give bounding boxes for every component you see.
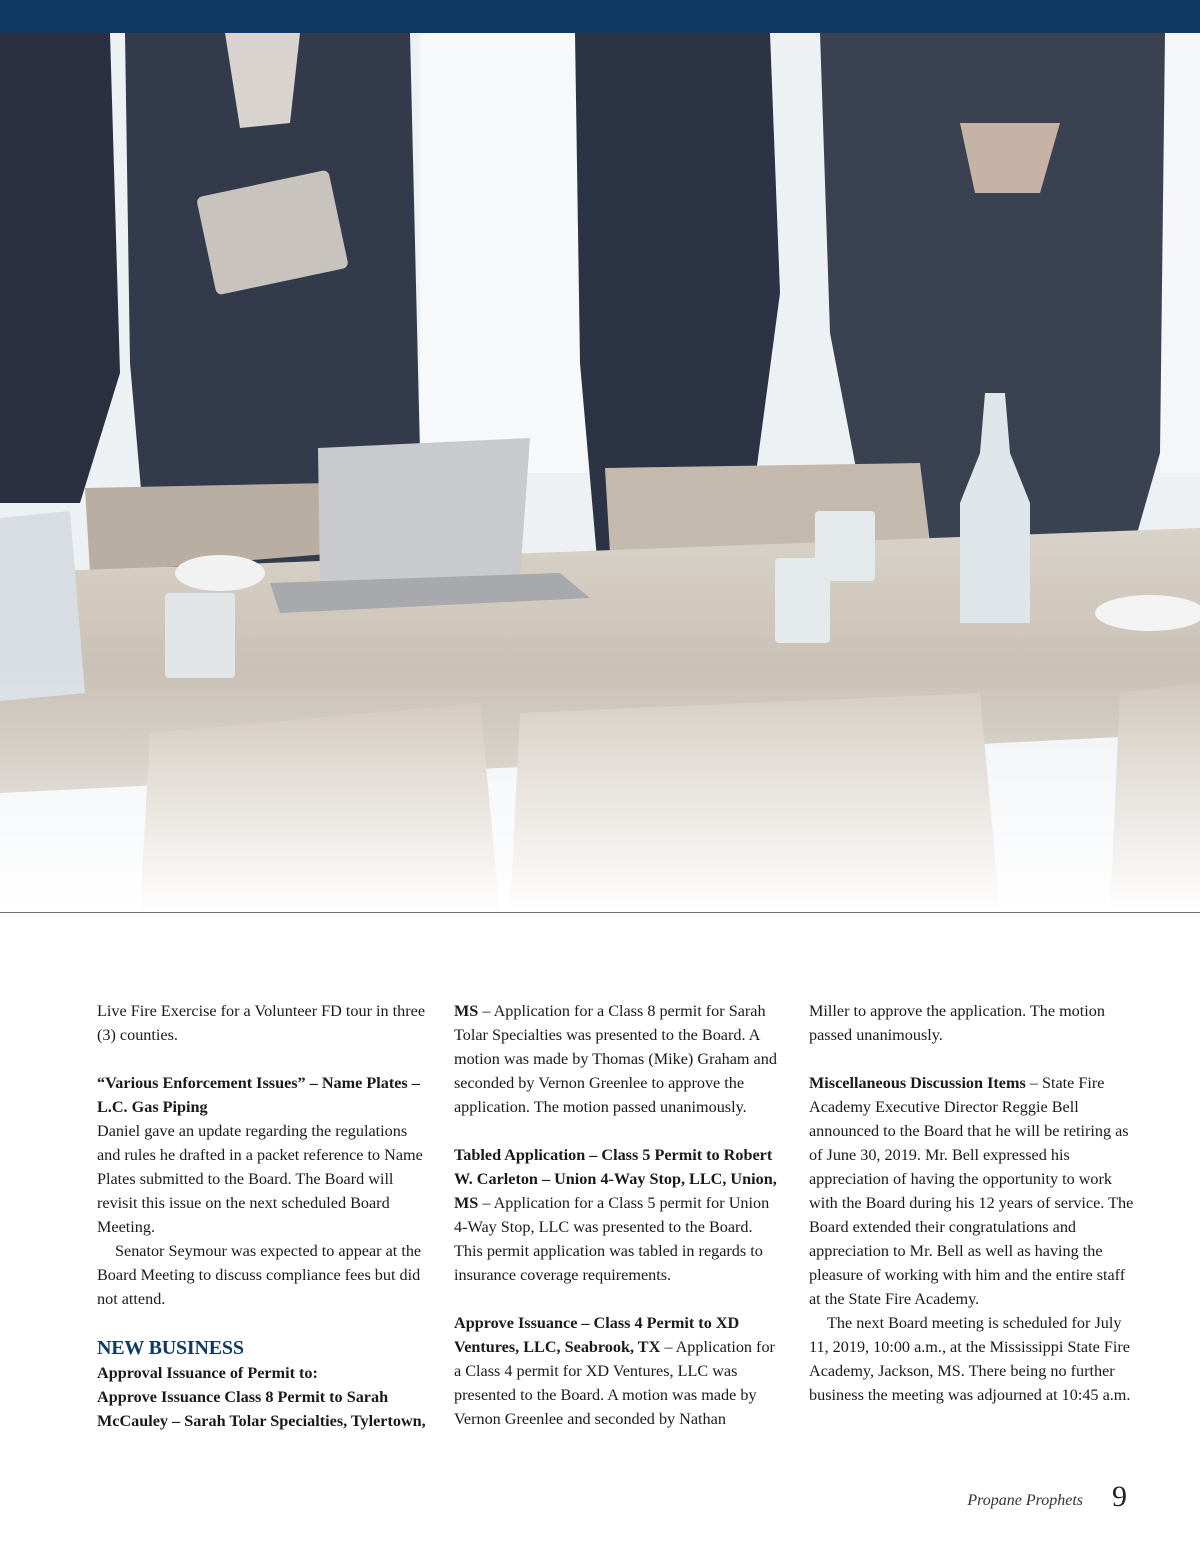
paragraph: Miscellaneous Discussion Items – State Fire Academy Executive Director Reggie Bell announced to the Board that he will be retiring as of June 30, 2019. Mr. Bell expressed his appreciation of having the opportunity to work with the Board during his 12 years of service. The Board extended their congratulations and appreciation to Mr. Bell as well as having the pleasure of working with him and the entire staff at the State Fire Academy. [809,1074,1134,1308]
subheading-class-8: Approve Issuance Class 8 Permit to Sarah McCauley – Sarah Tolar Specialties, Tylertown, [97,1388,426,1430]
column-3 [809,999,1139,1407]
paragraph: Daniel gave an update regarding the regulations and rules he drafted in a packet reference to Name Plates submitted to the Board. The Board will revisit this issue on the next scheduled Board Meeting. [97,1122,423,1236]
paragraph: Live Fire Exercise for a Volunteer FD tour in three (3) counties. [97,1002,426,1044]
top-color-bar [0,0,1200,33]
paragraph: MS – Application for a Class 8 permit for Sarah Tolar Specialties was presented to the Board. A motion was made by Thomas (Mike) Graham and seconded by Vernon Greenlee to approve the application. The motion passed unanimously. [454,1002,777,1116]
subheading-enforcement: “Various Enforcement Issues” – Name Plates – L.C. Gas Piping [97,1074,420,1116]
meeting-illustration [0,33,1200,913]
paragraph: Senator Seymour was expected to appear at the Board Meeting to discuss compliance fees but did not attend. [97,1242,422,1308]
paragraph: Approve Issuance – Class 4 Permit to XD Ventures, LLC, Seabrook, TX – Application for a Class 4 permit for XD Ventures, LLC was presented to the Board. A motion was made by Vernon Greenlee and seconded by Nathan [454,1314,775,1428]
paragraph: The next Board meeting is scheduled for July 11, 2019, 10:00 a.m., at the Mississippi State Fire Academy, Jackson, MS. There being no further business the meeting was adjourned at 10:45 a.m. [809,1314,1131,1404]
paragraph: Miller to approve the application. The motion passed unanimously. [809,1002,1105,1044]
publication-title: Propane Prophets [967,1492,1083,1509]
meeting-photo [0,33,1200,913]
photo-divider [0,912,1200,913]
paragraph: Tabled Application – Class 5 Permit to Robert W. Carleton – Union 4-Way Stop, LLC, Union, MS – Application for a Class 5 permit for Union 4-Way Stop, LLC was presented to the Board. This permit application was tabled in regards to insurance coverage requirements. [454,1146,777,1284]
column-2 [454,999,784,1431]
page-number: 9 [1112,1480,1127,1513]
column-1 [97,999,427,1433]
subheading-approval: Approval Issuance of Permit to: [97,1364,318,1382]
section-heading-new-business: NEW BUSINESS [97,1337,244,1359]
